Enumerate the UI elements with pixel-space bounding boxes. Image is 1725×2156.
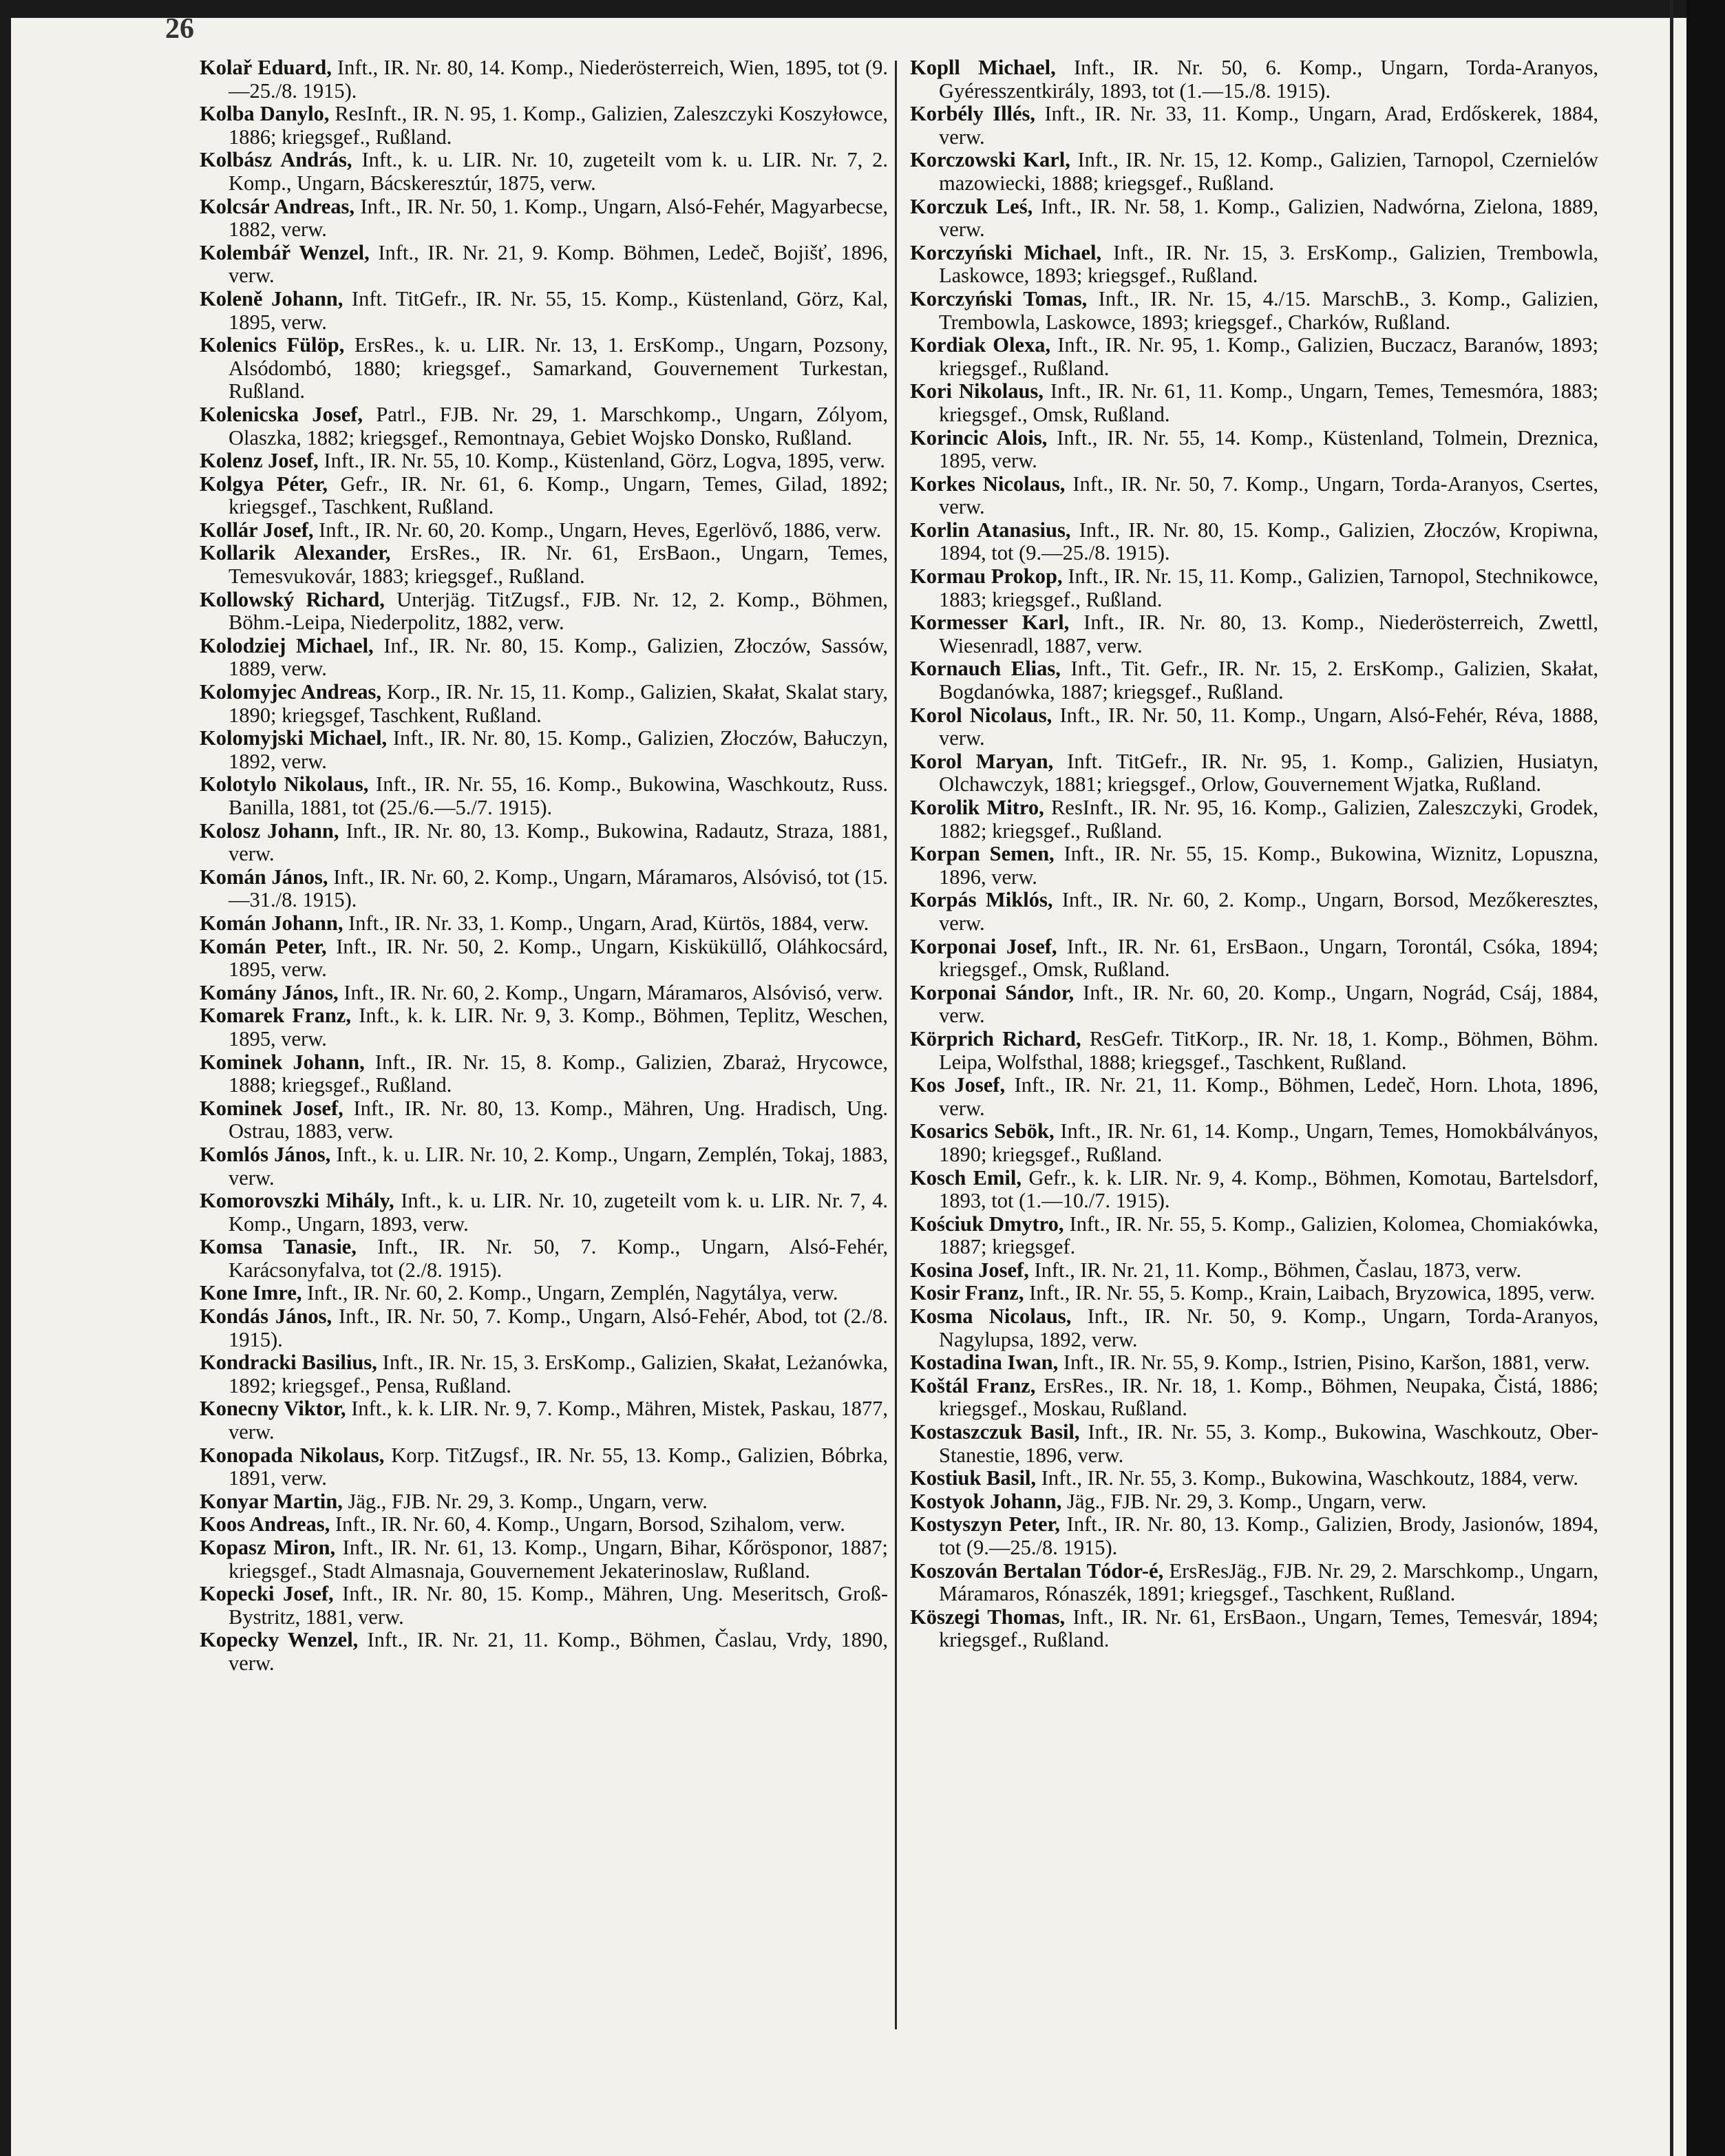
list-item bbox=[910, 288, 1598, 334]
entry-text: Inft., IR. Nr. 21, 11. Komp., Böhmen, Časlau, 1873, verw. bbox=[1028, 1258, 1522, 1282]
list-item bbox=[200, 1051, 888, 1097]
entry-name: Köszegi Thomas, bbox=[910, 1605, 1066, 1629]
entry-text: Inft., IR. Nr. 80, 13. Komp., Bukowina, Radautz, Straza, 1881, verw. bbox=[229, 818, 888, 866]
entry-text: Inft., IR. Nr. 21, 9. Komp. Böhmen, Ledeč, Bojišť, 1896, verw. bbox=[229, 240, 888, 288]
entry-name: Korbély Illés, bbox=[910, 102, 1036, 126]
entry-name: Kościuk Dmytro, bbox=[910, 1212, 1064, 1236]
list-item bbox=[910, 1074, 1598, 1120]
list-item bbox=[200, 288, 888, 334]
list-item bbox=[200, 542, 888, 588]
entry-text: ErsRes., IR. Nr. 18, 1. Komp., Böhmen, Neupaka, Čistá, 1886; kriegsgef., Moskau, Rußland. bbox=[939, 1373, 1598, 1421]
entry-text: Inft., IR. Nr. 80, 15. Komp., Galizien, Złoczów, Bałuczyn, 1892, verw. bbox=[229, 726, 888, 773]
list-item bbox=[200, 242, 888, 288]
list-item bbox=[200, 912, 888, 936]
entry-text: Inft., IR. Nr. 50, 7. Komp., Ungarn, Alsó-Fehér, Karácsonyfalva, tot (2./8. 1915). bbox=[229, 1235, 889, 1282]
list-item bbox=[910, 1305, 1598, 1351]
entry-name: Kostyszyn Peter, bbox=[910, 1512, 1060, 1536]
list-item bbox=[910, 1421, 1598, 1467]
entry-name: Komány János, bbox=[200, 980, 339, 1004]
entry-name: Kormau Prokop, bbox=[910, 564, 1063, 589]
list-item bbox=[910, 1028, 1598, 1074]
entry-text: Inft., Tit. Gefr., IR. Nr. 15, 2. ErsKomp., Galizien, Skałat, Bogdanówka, 1887; kriegsgef., Rußland. bbox=[939, 657, 1598, 704]
entry-text: Jäg., FJB. Nr. 29, 3. Komp., Ungarn, verw. bbox=[342, 1489, 708, 1513]
list-item bbox=[910, 657, 1598, 704]
list-item bbox=[200, 473, 888, 519]
list-item bbox=[910, 1213, 1598, 1259]
list-item bbox=[910, 750, 1598, 796]
list-item bbox=[200, 820, 888, 866]
entry-text: Inft., k. k. LIR. Nr. 9, 3. Komp., Böhmen, Teplitz, Weschen, 1895, verw. bbox=[229, 1004, 888, 1050]
entry-text: Inft., IR. Nr. 55, 3. Komp., Bukowina, Waschkoutz, 1884, verw. bbox=[1036, 1466, 1578, 1490]
entry-text: Inft., IR. Nr. 21, 11. Komp., Böhmen, Ledeč, Horn. Lhota, 1896, verw. bbox=[939, 1073, 1598, 1120]
entry-name: Koos Andreas, bbox=[200, 1512, 330, 1536]
entry-name: Komsa Tanasie, bbox=[200, 1235, 357, 1259]
list-item bbox=[910, 473, 1598, 519]
entry-name: Kolotylo Nikolaus, bbox=[200, 772, 369, 796]
list-item bbox=[200, 450, 888, 473]
entry-text: Inft., IR. Nr. 80, 15. Komp., Galizien, Złoczów, Kropiwna, 1894, tot (9.—25./8. 1915). bbox=[939, 518, 1598, 565]
entry-name: Kolcsár Andreas, bbox=[200, 194, 355, 218]
entry-text: Unterjäg. TitZugsf., FJB. Nr. 12, 2. Komp., Böhmen, Böhm.-Leipa, Niederpolitz, 1882, verw. bbox=[229, 587, 888, 635]
entry-name: Korczuk Leś, bbox=[910, 194, 1033, 218]
entry-text: ResInft., IR. Nr. 95, 16. Komp., Galizien, Zaleszczyki, Grodek, 1882; kriegsgef., Rußland. bbox=[939, 796, 1599, 843]
entry-name: Korincic Alois, bbox=[910, 425, 1048, 450]
entry-name: Kone Imre, bbox=[200, 1281, 302, 1305]
entry-text: Korp., IR. Nr. 15, 11. Komp., Galizien, Skałat, Skalat stary, 1890; kriegsgef, Taschkent, Rußland. bbox=[229, 680, 888, 727]
list-item bbox=[910, 427, 1598, 473]
entry-name: Korczowski Karl, bbox=[910, 148, 1070, 172]
page-number: 26 bbox=[165, 13, 194, 45]
entry-text: Inft., IR. Nr. 80, 15. Komp., Mähren, Ung. Meseritsch, Groß-Bystritz, 1881, verw. bbox=[229, 1582, 888, 1629]
list-item bbox=[910, 889, 1598, 935]
entry-text: Jäg., FJB. Nr. 29, 3. Komp., Ungarn, verw. bbox=[1061, 1489, 1427, 1513]
entry-text: ErsResJäg., FJB. Nr. 29, 2. Marschkomp., Ungarn, Máramaros, Rónaszék, 1891; kriegsgef., Taschkent, Rußland. bbox=[939, 1558, 1598, 1606]
entry-text: Inft., IR. Nr. 80, 13. Komp., Galizien, Brody, Jasionów, 1894, tot (9.—25./8. 1915). bbox=[939, 1512, 1598, 1559]
scan-border-right-line bbox=[1670, 0, 1673, 2156]
entry-name: Korczyński Tomas, bbox=[910, 286, 1088, 310]
entry-text: ErsRes., IR. Nr. 61, ErsBaon., Ungarn, Temes, Temesvukovár, 1883; kriegsgef., Rußland. bbox=[229, 541, 888, 589]
list-item bbox=[200, 519, 888, 542]
list-item bbox=[200, 56, 888, 103]
list-item bbox=[200, 1397, 888, 1444]
entry-text: Inft., IR. Nr. 61, ErsBaon., Ungarn, Temes, Temesvár, 1894; kriegsgef., Rußland. bbox=[939, 1605, 1598, 1652]
list-item bbox=[200, 1490, 888, 1514]
entry-text: Inft., IR. Nr. 50, 6. Komp., Ungarn, Torda-Aranyos, Gyéresszentkirály, 1893, tot (1.—15./8. 1915). bbox=[939, 56, 1598, 103]
entry-text: Inft., k. u. LIR. Nr. 10, zugeteilt vom k. u. LIR. Nr. 7, 4. Komp., Ungarn, 1893, verw. bbox=[229, 1189, 888, 1236]
entry-text: Inf., IR. Nr. 80, 15. Komp., Galizien, Złoczów, Sassów, 1889, verw. bbox=[229, 633, 888, 681]
entry-text: Inft., IR. Nr. 50, 7. Komp., Ungarn, Torda-Aranyos, Csertes, verw. bbox=[939, 472, 1598, 519]
list-item bbox=[910, 843, 1598, 889]
list-item bbox=[200, 727, 888, 773]
list-item bbox=[200, 403, 888, 450]
entry-name: Kondracki Basilius, bbox=[200, 1351, 377, 1375]
entry-text: Inft., IR. Nr. 80, 13. Komp., Mähren, Ung. Hradisch, Ung. Ostrau, 1883, verw. bbox=[229, 1096, 888, 1143]
entry-name: Korponai Josef, bbox=[910, 934, 1057, 958]
entry-text: Inft., IR. Nr. 15, 8. Komp., Galizien, Zbaraż, Hrycowce, 1888; kriegsgef., Rußland. bbox=[229, 1050, 888, 1097]
entry-name: Kosch Emil, bbox=[910, 1165, 1022, 1190]
entry-text: Inft., IR. Nr. 15, 3. ErsKomp., Galizien, Trembowla, Laskowce, 1893; kriegsgef., Rußland. bbox=[939, 240, 1598, 288]
list-item bbox=[200, 1004, 888, 1050]
entry-text: Inft., IR. Nr. 55, 14. Komp., Küstenland, Tolmein, Dreznica, 1895, verw. bbox=[939, 425, 1598, 473]
entry-name: Kostaszczuk Basil, bbox=[910, 1420, 1080, 1444]
list-item bbox=[910, 242, 1598, 288]
entry-name: Kolenz Josef, bbox=[200, 449, 319, 473]
entry-text: Inft., IR. Nr. 55, 15. Komp., Bukowina, Wiznitz, Lopuszna, 1896, verw. bbox=[939, 842, 1599, 889]
list-item bbox=[200, 982, 888, 1005]
entry-name: Koštál Franz, bbox=[910, 1373, 1036, 1397]
entry-name: Kominek Johann, bbox=[200, 1050, 365, 1074]
entry-name: Korlin Atanasius, bbox=[910, 518, 1071, 542]
list-item bbox=[910, 936, 1598, 982]
entry-name: Kosma Nicolaus, bbox=[910, 1304, 1072, 1329]
entry-name: Korpan Semen, bbox=[910, 842, 1055, 866]
list-item bbox=[200, 1513, 888, 1536]
scan-border-top bbox=[0, 0, 1725, 18]
entry-name: Kolenicska Josef, bbox=[200, 402, 363, 426]
entry-name: Korol Nicolaus, bbox=[910, 703, 1052, 727]
entry-name: Korkes Nicolaus, bbox=[910, 472, 1066, 496]
entry-name: Korol Maryan, bbox=[910, 749, 1054, 773]
entry-text: Inft., IR. Nr. 80, 13. Komp., Niederösterreich, Zwettl, Wiesenradl, 1887, verw. bbox=[939, 611, 1598, 657]
entry-name: Komán Johann, bbox=[200, 911, 343, 935]
entry-name: Kosina Josef, bbox=[910, 1258, 1029, 1282]
entry-name: Kolenics Fülöp, bbox=[200, 333, 345, 357]
entry-text: Inft., IR. Nr. 15, 4./15. MarschB., 3. Komp., Galizien, Trembowla, Laskowce, 1893; kriegsgef., Charków, Rußland. bbox=[939, 286, 1599, 334]
entry-text: Inft., IR. Nr. 50, 11. Komp., Ungarn, Alsó-Fehér, Réva, 1888, verw. bbox=[939, 703, 1598, 750]
entry-text: Inft., IR. Nr. 21, 11. Komp., Böhmen, Časlau, Vrdy, 1890, verw. bbox=[229, 1628, 889, 1675]
entry-name: Kopecky Wenzel, bbox=[200, 1628, 359, 1652]
entry-text: Inft., IR. Nr. 61, 13. Komp., Ungarn, Bihar, Kőrösponor, 1887; kriegsgef., Stadt Almasnaja, Gouvernement Jekaterinoslaw, Rußland. bbox=[229, 1536, 888, 1583]
entry-text: Inft., k. k. LIR. Nr. 9, 7. Komp., Mähren, Mistek, Paskau, 1877, verw. bbox=[229, 1397, 888, 1444]
entry-text: Inft., IR. Nr. 55, 16. Komp., Bukowina, Waschkoutz, Russ. Banilla, 1881, tot (25./6.—5./7. 1915). bbox=[229, 772, 888, 819]
scan-border-left bbox=[0, 0, 11, 2156]
entry-text: Gefr., k. k. LIR. Nr. 9, 4. Komp., Böhmen, Komotau, Bartelsdorf, 1893, tot (1.—10./7. 1915). bbox=[939, 1165, 1598, 1213]
entry-text: Korp. TitZugsf., IR. Nr. 55, 13. Komp., Galizien, Bóbrka, 1891, verw. bbox=[229, 1443, 888, 1490]
entry-name: Kostyok Johann, bbox=[910, 1489, 1062, 1513]
entry-text: Inft., IR. Nr. 15, 12. Komp., Galizien, Tarnopol, Czernielów mazowiecki, 1888; kriegsgef., Rußland. bbox=[939, 148, 1598, 195]
entry-name: Korponai Sándor, bbox=[910, 980, 1075, 1004]
entry-text: Inft. TitGefr., IR. Nr. 55, 15. Komp., Küstenland, Görz, Kal, 1895, verw. bbox=[229, 286, 888, 334]
list-item bbox=[200, 681, 888, 727]
entry-text: Inft., IR. Nr. 61, ErsBaon., Ungarn, Torontál, Csóka, 1894; kriegsgef., Omsk, Rußland. bbox=[939, 934, 1598, 982]
list-item bbox=[200, 1097, 888, 1143]
entry-name: Kolgya Péter, bbox=[200, 472, 328, 496]
list-item bbox=[200, 1444, 888, 1490]
entry-text: Patrl., FJB. Nr. 29, 1. Marschkomp., Ungarn, Zólyom, Olaszka, 1882; kriegsgef., Remontnaya, Gebiet Wojsko Donsko, Rußland. bbox=[229, 402, 888, 450]
entry-name: Kolembář Wenzel, bbox=[200, 240, 370, 264]
entry-text: Inft., IR. Nr. 60, 2. Komp., Ungarn, Máramaros, Alsóvisó, verw. bbox=[338, 980, 883, 1004]
entry-name: Kominek Josef, bbox=[200, 1096, 343, 1120]
list-item bbox=[910, 1560, 1598, 1606]
list-item bbox=[200, 1282, 888, 1305]
entry-name: Kondás János, bbox=[200, 1304, 332, 1329]
entry-name: Konecny Viktor, bbox=[200, 1397, 346, 1421]
list-item bbox=[200, 1583, 888, 1629]
list-item bbox=[910, 796, 1598, 843]
entry-name: Kolomyjski Michael, bbox=[200, 726, 388, 750]
left-column bbox=[200, 56, 888, 1676]
entry-name: Kosarics Sebök, bbox=[910, 1119, 1055, 1143]
list-item bbox=[200, 635, 888, 681]
entry-name: Koszován Bertalan Tódor-é, bbox=[910, 1558, 1164, 1583]
list-item bbox=[910, 565, 1598, 611]
list-item bbox=[910, 149, 1598, 195]
entry-name: Komorovszki Mihály, bbox=[200, 1189, 394, 1213]
entry-name: Kolař Eduard, bbox=[200, 56, 332, 79]
list-item bbox=[200, 103, 888, 149]
entry-text: Inft., IR. Nr. 58, 1. Komp., Galizien, Nadwórna, Zielona, 1889, verw. bbox=[939, 194, 1598, 242]
list-item bbox=[910, 1167, 1598, 1213]
list-item bbox=[910, 704, 1598, 750]
entry-name: Komán Peter, bbox=[200, 934, 327, 958]
right-column bbox=[910, 56, 1598, 1652]
entry-name: Kostiuk Basil, bbox=[910, 1466, 1037, 1490]
entry-name: Kolodziej Michael, bbox=[200, 633, 374, 657]
entry-name: Kolosz Johann, bbox=[200, 818, 339, 843]
entry-text: Inft., k. u. LIR. Nr. 10, 2. Komp., Ungarn, Zemplén, Tokaj, 1883, verw. bbox=[229, 1142, 888, 1190]
entry-name: Korczyński Michael, bbox=[910, 240, 1102, 264]
list-item bbox=[910, 1490, 1598, 1514]
list-item bbox=[910, 611, 1598, 657]
list-item bbox=[200, 1536, 888, 1583]
entry-text: Inft., IR. Nr. 55, 10. Komp., Küstenland, Görz, Logva, 1895, verw. bbox=[318, 449, 885, 473]
entry-name: Kopasz Miron, bbox=[200, 1536, 336, 1559]
entry-name: Korolik Mitro, bbox=[910, 796, 1044, 819]
entry-name: Kormesser Karl, bbox=[910, 611, 1070, 635]
entry-name: Körprich Richard, bbox=[910, 1026, 1081, 1050]
entry-name: Kolba Danylo, bbox=[200, 102, 330, 126]
entry-text: Inft., IR. Nr. 33, 11. Komp., Ungarn, Arad, Erdőskerek, 1884, verw. bbox=[939, 102, 1598, 149]
entry-text: Inft., IR. Nr. 15, 3. ErsKomp., Galizien, Skałat, Leżanówka, 1892; kriegsgef., Pensa, Rußland. bbox=[229, 1351, 888, 1397]
list-item bbox=[910, 1467, 1598, 1490]
list-item bbox=[910, 103, 1598, 149]
entry-text: Inft., IR. Nr. 50, 2. Komp., Ungarn, Kisküküllő, Oláhkocsárd, 1895, verw. bbox=[229, 934, 888, 982]
entry-text: Inft., k. u. LIR. Nr. 10, zugeteilt vom k. u. LIR. Nr. 7, 2. Komp., Ungarn, Bácskeresztúr, 1875, verw. bbox=[229, 148, 889, 195]
entry-name: Kolomyjec Andreas, bbox=[200, 680, 382, 704]
list-item bbox=[910, 1606, 1598, 1652]
entry-text: Gefr., IR. Nr. 61, 6. Komp., Ungarn, Temes, Gilad, 1892; kriegsgef., Taschkent, Rußland. bbox=[229, 472, 888, 519]
entry-name: Kordiak Olexa, bbox=[910, 333, 1051, 357]
entry-name: Kornauch Elias, bbox=[910, 657, 1061, 681]
list-item bbox=[200, 1305, 888, 1351]
list-item bbox=[200, 1236, 888, 1282]
entry-name: Komán János, bbox=[200, 865, 328, 889]
entry-text: Inft., IR. Nr. 55, 9. Komp., Istrien, Pisino, Karšon, 1881, verw. bbox=[1058, 1351, 1590, 1375]
entry-text: Inft., IR. Nr. 61, 14. Komp., Ungarn, Temes, Homokbálványos, 1890; kriegsgef., Rußland. bbox=[939, 1119, 1599, 1166]
list-item bbox=[910, 334, 1598, 380]
entry-name: Kollowský Richard, bbox=[200, 587, 385, 611]
list-item bbox=[910, 1375, 1598, 1421]
entry-name: Kollár Josef, bbox=[200, 518, 314, 542]
list-item bbox=[200, 334, 888, 403]
entry-text: Inft., IR. Nr. 50, 1. Komp., Ungarn, Alsó-Fehér, Magyarbecse, 1882, verw. bbox=[229, 194, 888, 242]
entry-text: Inft., IR. Nr. 15, 11. Komp., Galizien, Tarnopol, Stechnikowce, 1883; kriegsgef., Rußland. bbox=[939, 564, 1598, 611]
list-item bbox=[200, 1351, 888, 1397]
list-item bbox=[910, 519, 1598, 565]
entry-name: Korpás Miklós, bbox=[910, 888, 1053, 912]
list-item bbox=[200, 589, 888, 635]
entry-text: Inft., IR. Nr. 61, 11. Komp., Ungarn, Temes, Temesmóra, 1883; kriegsgef., Omsk, Rußland. bbox=[939, 379, 1598, 426]
scan-border-right bbox=[1686, 0, 1725, 2156]
entry-name: Konopada Nikolaus, bbox=[200, 1443, 385, 1467]
list-item bbox=[200, 195, 888, 242]
list-item bbox=[200, 1143, 888, 1190]
entry-name: Kori Nikolaus, bbox=[910, 379, 1044, 403]
entry-text: Inft., IR. Nr. 50, 9. Komp., Ungarn, Torda-Aranyos, Nagylupsa, 1892, verw. bbox=[939, 1304, 1598, 1351]
entry-name: Kos Josef, bbox=[910, 1073, 1006, 1097]
list-item bbox=[200, 866, 888, 912]
entry-name: Konyar Martin, bbox=[200, 1489, 343, 1513]
list-item bbox=[910, 1351, 1598, 1375]
entry-text: Inft., IR. Nr. 60, 2. Komp., Ungarn, Máramaros, Alsóvisó, tot (15.—31./8. 1915). bbox=[229, 865, 888, 912]
entry-text: Inft., IR. Nr. 60, 20. Komp., Ungarn, Heves, Egerlövő, 1886, verw. bbox=[313, 518, 882, 542]
entry-name: Kostadina Iwan, bbox=[910, 1351, 1059, 1375]
list-item bbox=[200, 936, 888, 982]
entry-text: Inft., IR. Nr. 60, 2. Komp., Ungarn, Borsod, Mezőkeresztes, verw. bbox=[939, 888, 1598, 935]
list-item bbox=[910, 56, 1598, 103]
list-item bbox=[200, 773, 888, 819]
list-item bbox=[200, 1190, 888, 1236]
list-item bbox=[910, 195, 1598, 242]
entry-text: Inft., IR. Nr. 55, 3. Komp., Bukowina, Waschkoutz, Ober-Stanestie, 1896, verw. bbox=[939, 1420, 1598, 1467]
list-item bbox=[200, 149, 888, 195]
entry-name: Kopecki Josef, bbox=[200, 1582, 334, 1606]
entry-text: Inft., IR. Nr. 55, 5. Komp., Krain, Laibach, Bryzowica, 1895, verw. bbox=[1024, 1281, 1596, 1305]
entry-text: ResGefr. TitKorp., IR. Nr. 18, 1. Komp., Böhmen, Böhm. Leipa, Wolfsthal, 1888; kriegsgef., Taschkent, Rußland. bbox=[939, 1026, 1598, 1074]
list-item bbox=[910, 1513, 1598, 1559]
entry-name: Kopll Michael, bbox=[910, 56, 1056, 79]
list-item bbox=[200, 1629, 888, 1675]
entry-text: Inft., IR. Nr. 55, 5. Komp., Galizien, Kolomea, Chomiakówka, 1887; kriegsgef. bbox=[939, 1212, 1598, 1259]
entry-text: Inft., IR. Nr. 60, 20. Komp., Ungarn, Nográd, Csáj, 1884, verw. bbox=[939, 980, 1598, 1028]
entry-name: Kollarik Alexander, bbox=[200, 541, 391, 565]
entry-name: Koleně Johann, bbox=[200, 286, 343, 310]
entry-name: Komarek Franz, bbox=[200, 1004, 351, 1028]
entry-name: Kosir Franz, bbox=[910, 1281, 1024, 1305]
entry-text: ErsRes., k. u. LIR. Nr. 13, 1. ErsKomp., Ungarn, Pozsony, Alsódombó, 1880; kriegsgef., Samarkand, Gouvernement Turkestan, Rußland. bbox=[229, 333, 888, 403]
entry-text: Inft., IR. Nr. 33, 1. Komp., Ungarn, Arad, Kürtös, 1884, verw. bbox=[343, 911, 869, 935]
entry-text: Inft., IR. Nr. 50, 7. Komp., Ungarn, Alsó-Fehér, Abod, tot (2./8. 1915). bbox=[229, 1304, 888, 1351]
list-item bbox=[910, 982, 1598, 1028]
list-item bbox=[910, 380, 1598, 426]
entry-text: Inft., IR. Nr. 95, 1. Komp., Galizien, Buczacz, Baranów, 1893; kriegsgef., Rußland. bbox=[939, 333, 1598, 380]
entry-text: Inft., IR. Nr. 60, 4. Komp., Ungarn, Borsod, Szihalom, verw. bbox=[330, 1512, 845, 1536]
list-item bbox=[910, 1259, 1598, 1282]
entry-text: ResInft., IR. N. 95, 1. Komp., Galizien, Zaleszczyki Koszyłowce, 1886; kriegsgef., Rußland. bbox=[229, 102, 888, 149]
entry-name: Kolbász András, bbox=[200, 148, 352, 172]
list-item bbox=[910, 1120, 1598, 1166]
column-divider bbox=[895, 61, 897, 2029]
entry-text: Inft., IR. Nr. 60, 2. Komp., Ungarn, Zemplén, Nagytálya, verw. bbox=[301, 1281, 838, 1305]
entry-text: Inft., IR. Nr. 80, 14. Komp., Niederösterreich, Wien, 1895, tot (9.—25./8. 1915). bbox=[229, 56, 888, 103]
list-item bbox=[910, 1282, 1598, 1305]
entry-name: Komlós János, bbox=[200, 1142, 331, 1166]
entry-text: Inft. TitGefr., IR. Nr. 95, 1. Komp., Galizien, Husiatyn, Olchawczyk, 1881; kriegsgef., Orlow, Gouvernement Wjatka, Rußland. bbox=[939, 749, 1598, 796]
